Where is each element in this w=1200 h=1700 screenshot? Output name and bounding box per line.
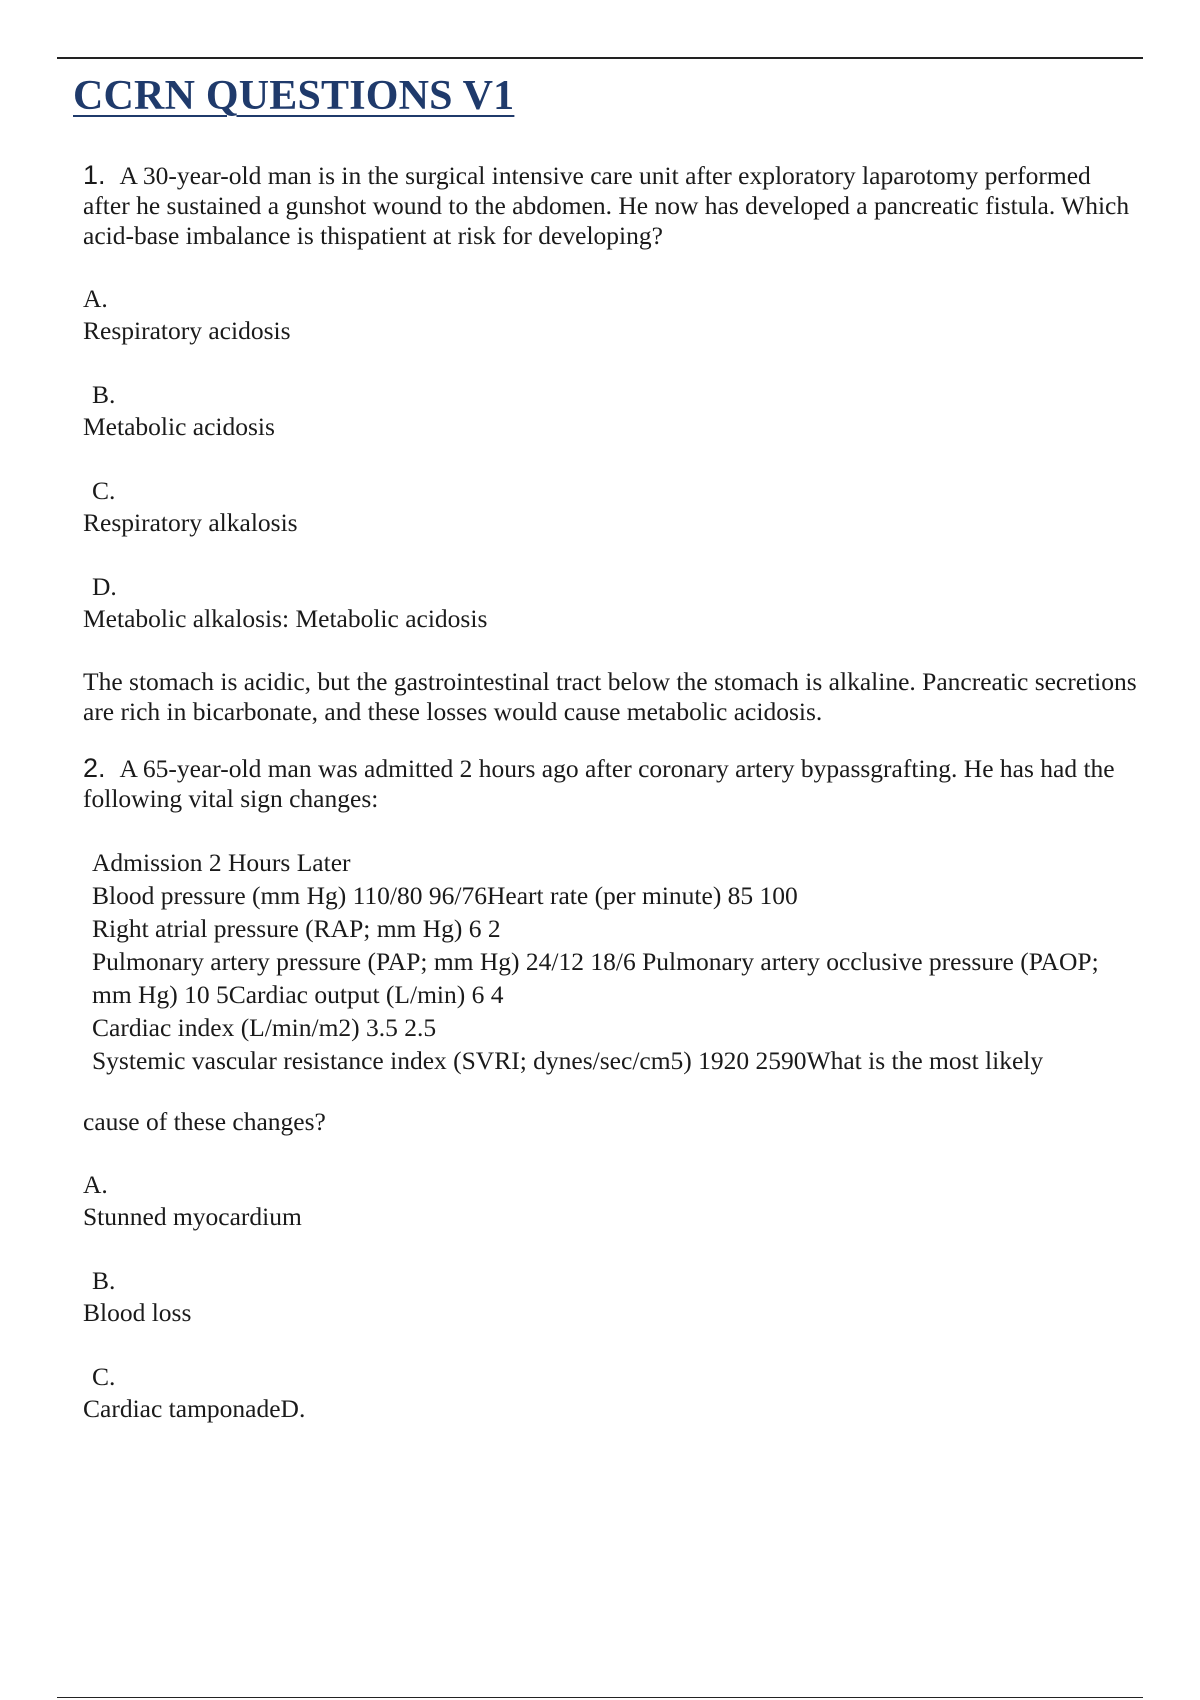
question-number: 1.: [83, 160, 106, 190]
option-letter: C.: [92, 476, 116, 505]
question-1: [83, 160, 1143, 727]
vitals-row: Systemic vascular resistance index (SVRI; dynes/sec/cm5) 1920 2590What is the most likely: [92, 1045, 1044, 1075]
option-text: Respiratory acidosis: [83, 316, 291, 345]
option-letter: B.: [92, 380, 116, 409]
question-text: A 30-year-old man is in the surgical intensive care unit after exploratory laparotomy performed after he sustained a gunshot wound to the abdomen. He now has developed a pancreatic fistula. Which acid-base imbalance is thispatient at risk for developing?: [83, 161, 1130, 250]
page-title: CCRN QUESTIONS V1: [73, 73, 515, 119]
vitals-row: Blood pressure (mm Hg) 110/80 96/76Heart rate (per minute) 85 100: [92, 880, 798, 910]
option-b: [83, 379, 1143, 443]
option-text: Cardiac tamponadeD.: [83, 1393, 306, 1423]
vitals-row: Pulmonary artery pressure (PAP; mm Hg) 24/12 18/6 Pulmonary artery occlusive pressure (PAOP; mm Hg) 10 5Cardiac output (L/min) 6 4: [92, 946, 1099, 1009]
option-text: Blood loss: [83, 1297, 192, 1327]
top-rule: [57, 57, 1143, 59]
option-text: Respiratory alkalosis: [83, 508, 298, 537]
question-continuation: cause of these changes?: [83, 1106, 326, 1136]
answer-explanation: The stomach is acidic, but the gastrointestinal tract below the stomach is alkaline. Pancreatic secretions are rich in bicarbonate, and these losses would cause metabolic acidosis.: [83, 667, 1137, 726]
option-letter: B.: [92, 1265, 116, 1295]
question-text: A 65-year-old man was admitted 2 hours ago after coronary artery bypassgrafting. He has had the following vital sign changes:: [83, 753, 1115, 813]
vitals-row: Right atrial pressure (RAP; mm Hg) 6 2: [92, 913, 501, 943]
bottom-rule: [57, 1697, 1143, 1698]
vitals-row: Cardiac index (L/min/m2) 3.5 2.5: [92, 1012, 437, 1042]
question-number: 2.: [83, 752, 106, 783]
question-2: [83, 753, 1143, 1425]
option-letter: D.: [92, 572, 117, 601]
option-c: [83, 475, 1143, 539]
option-c: [83, 1361, 1143, 1425]
option-letter: A.: [83, 1169, 108, 1199]
vital-signs-table: [83, 846, 1143, 1077]
vitals-header: Admission 2 Hours Later: [92, 847, 351, 877]
question-stem: [83, 753, 1143, 814]
option-b: [83, 1265, 1143, 1329]
option-d: [83, 571, 1143, 635]
option-text: Stunned myocardium: [83, 1201, 302, 1231]
question-stem: [83, 160, 1143, 251]
option-letter: A.: [83, 284, 108, 313]
document-body: [83, 160, 1143, 1425]
option-text: Metabolic alkalosis: Metabolic acidosis: [83, 604, 488, 633]
option-text: Metabolic acidosis: [83, 412, 275, 441]
option-a: [83, 283, 1143, 347]
option-a: [83, 1169, 1143, 1233]
option-letter: C.: [92, 1361, 116, 1391]
